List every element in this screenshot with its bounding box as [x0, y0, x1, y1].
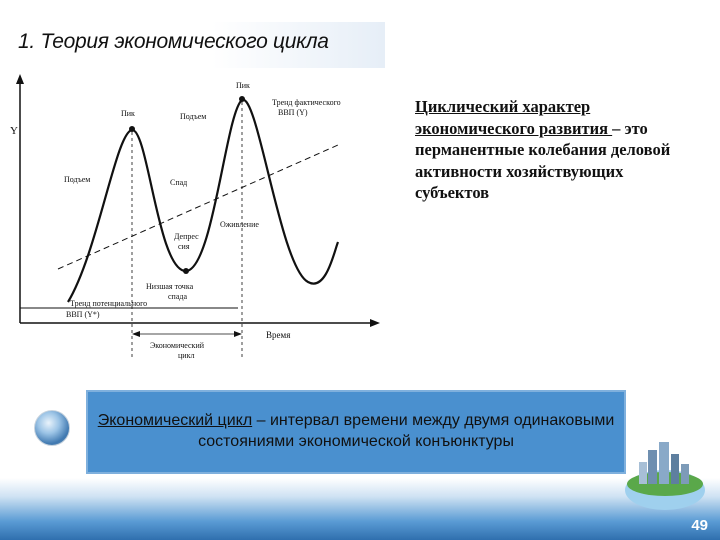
- peak-point-2: [239, 96, 245, 102]
- building-4: [639, 462, 647, 484]
- building-1: [648, 450, 657, 484]
- business-cycle-diagram: [8, 72, 380, 362]
- cyclic-nature-term: Циклический характер экономического развития: [415, 97, 613, 138]
- label-decline: Спад: [170, 178, 188, 187]
- label-potential-trend-1: Тренд потенциального: [70, 299, 148, 308]
- label-cycle-2: цикл: [178, 351, 195, 360]
- definition-body: – интервал времени между двумя одинаковыми состояниями экономической конъюнктуры: [198, 412, 615, 450]
- building-3: [671, 454, 679, 484]
- label-potential-trend-2: ВВП (Y*): [66, 310, 100, 319]
- definition-box: [86, 390, 626, 474]
- y-axis-label: Y: [10, 125, 18, 137]
- peak-point-1: [129, 126, 135, 132]
- label-depression-2: сия: [178, 242, 190, 251]
- slide-title: 1. Теория экономического цикла: [18, 30, 329, 53]
- label-actual-trend-1: Тренд фактического: [272, 98, 341, 107]
- cyclic-nature-definition: – это перманентные колебания деловой активности хозяйствующих субъектов: [415, 118, 671, 202]
- cyclic-nature-text: [415, 96, 685, 204]
- label-peak-1: Пик: [121, 109, 135, 118]
- bullet-orb-icon: [34, 410, 70, 446]
- definition-text: [88, 410, 624, 452]
- trough-point: [183, 268, 189, 274]
- city-globe-icon: [622, 428, 708, 514]
- footer-band: [0, 478, 720, 540]
- label-peak-2: Пик: [236, 81, 250, 90]
- label-rise-1: Подъем: [64, 175, 91, 184]
- label-depression-1: Депрес: [174, 232, 199, 241]
- building-5: [681, 464, 689, 484]
- x-axis-label: Время: [266, 330, 291, 340]
- label-revival: Оживление: [220, 220, 259, 229]
- label-cycle-1: Экономический: [150, 341, 205, 350]
- label-trough-1: Низшая точка: [146, 282, 194, 291]
- label-trough-2: спада: [168, 292, 188, 301]
- page-number: 49: [691, 517, 708, 534]
- label-rise-2: Подъем: [180, 112, 207, 121]
- label-actual-trend-2: ВВП (Y): [278, 108, 308, 117]
- building-2: [659, 442, 669, 484]
- definition-term: Экономический цикл: [97, 412, 253, 429]
